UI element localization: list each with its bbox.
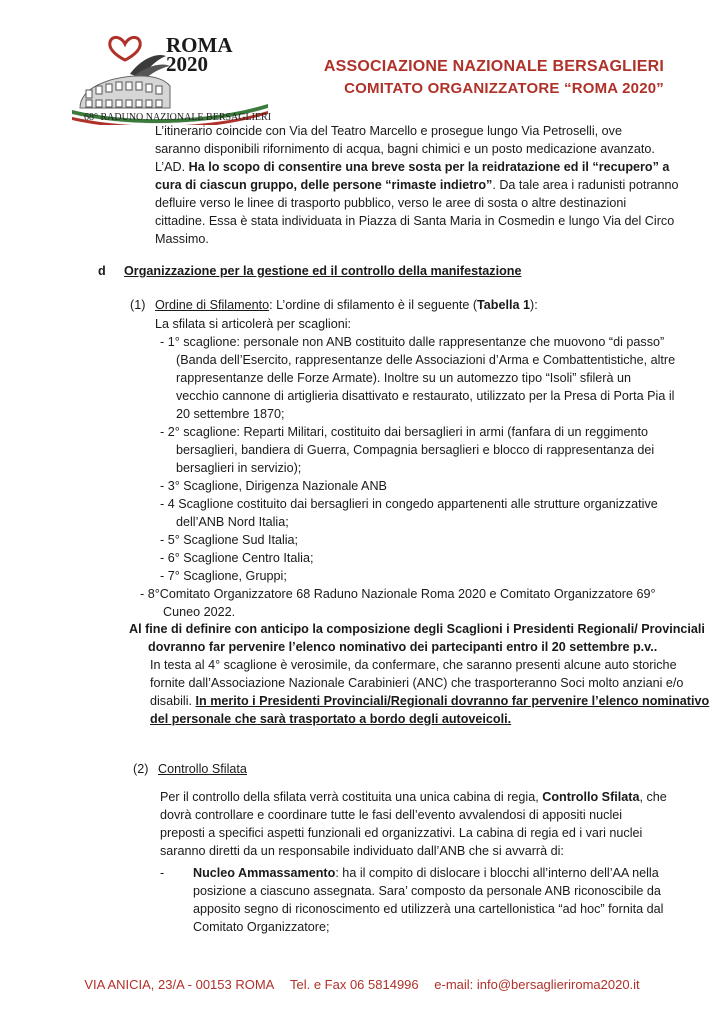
list-dash: - — [160, 866, 165, 880]
ordine-heading: Ordine di Sfilamento: L’ordine di sfilamento è il seguente (Tabella 1): — [155, 298, 538, 312]
colosseum-icon — [80, 76, 170, 108]
list-item: - 4 Scaglione costituito dai bersaglieri in congedo appartenenti alle strutture organizzative — [160, 497, 658, 511]
list-item: Cuneo 2022. — [163, 605, 236, 619]
text-line: posizione a ciascuno assegnata. Sara’ composto da personale ANB riconoscibile da — [193, 884, 661, 898]
text-line: L’itinerario coincide con Via del Teatro Marcello e prosegue lungo Via Petroselli, ove — [155, 124, 622, 138]
text-line: Massimo. — [155, 232, 209, 246]
logo-year-text: 2020 — [166, 52, 208, 76]
text-line: apposito segno di riconoscimento ed utilizzerà una cartellonistica “ad hoc” fornita dal — [193, 902, 664, 916]
list-item: - 7° Scaglione, Gruppi; — [160, 569, 287, 583]
text-line: Comitato Organizzatore; — [193, 920, 330, 934]
controllo-paragraph — [160, 788, 667, 860]
text-line: disabili. In merito i Presidenti Provinciali/Regionali dovranno far pervenire l’elenco nominativo — [150, 694, 710, 708]
list-item: - 5° Scaglione Sud Italia; — [160, 533, 299, 547]
text-line: defluire verso le linee di trasporto pubblico, verso le aree di sosta o altre destinazioni — [155, 196, 627, 210]
header-committee: COMITATO ORGANIZZATORE “ROMA 2020” — [344, 80, 664, 97]
footer-address: VIA ANICIA, 23/A - 00153 ROMA — [84, 977, 275, 992]
text-line: dovrà controllare e coordinare tutte le fasi dell’evento avvalendosi di appositi nuclei — [160, 808, 623, 822]
list-item: bersaglieri, bandiera di Guerra, Compagnia bersaglieri e blocco di rappresentanza dei — [176, 443, 655, 457]
text-line: cittadine. Essa è stata individuata in Piazza di Santa Maria in Cosmedin e lungo Via del Circo — [155, 214, 675, 228]
bold-note: Al fine di definire con anticipo la composizione degli Scaglioni i Presidenti Regionali/ Provinciali — [129, 622, 705, 636]
raduno-caption: 68° RADUNO NAZIONALE BERSAGLIERI — [84, 112, 272, 123]
logo-roma-text: ROMA — [166, 33, 233, 57]
list-item: bersaglieri in servizio); — [176, 461, 302, 475]
header-association: ASSOCIAZIONE NAZIONALE BERSAGLIERI — [323, 58, 664, 75]
list-item: 20 settembre 1870; — [176, 407, 285, 421]
controllo-heading: Controllo Sfilata — [158, 762, 247, 776]
list-item: - 6° Scaglione Centro Italia; — [160, 551, 314, 565]
list-item: - 1° scaglione: personale non ANB costituito dalle rappresentanze che muovono “di passo” — [160, 335, 665, 349]
text-line: Per il controllo della sfilata verrà costituita una unica cabina di regia, Controllo Sfilata, che — [160, 790, 667, 804]
text-line: In testa al 4° scaglione è verosimile, da confermare, che saranno presenti alcune auto storiche — [150, 658, 677, 672]
section-title: Organizzazione per la gestione ed il controllo della manifestazione — [124, 264, 522, 278]
ordine-subtitle: La sfilata si articolerà per scaglioni: — [155, 317, 351, 331]
subsection-number: (1) — [130, 298, 146, 312]
text-line: L’AD. Ha lo scopo di consentire una breve sosta per la reidratazione ed il “recupero” a — [155, 160, 670, 174]
heart-icon — [110, 37, 140, 60]
bold-note: dovranno far pervenire l’elenco nominativo dei partecipanti entro il 20 settembre p.v.. — [148, 640, 658, 654]
list-item: rappresentanze delle Forze Armate). Inoltre su un automezzo tipo “Isoli” sfilerà un — [176, 371, 631, 385]
text-line: fornite dall’Associazione Nazionale Carabinieri (ANC) che trasporteranno Soci molto anziani e/o — [150, 676, 684, 690]
list-item: - 3° Scaglione, Dirigenza Nazionale ANB — [160, 479, 387, 493]
section-letter: d — [98, 264, 106, 278]
footer — [0, 977, 724, 992]
text-line: cura di ciascun gruppo, delle persone “rimaste indietro”. Da tale area i radunisti potranno — [155, 178, 679, 192]
text-line: saranno diretti da un responsabile individuato dall’ANB che si avvarrà di: — [160, 844, 564, 858]
list-item: dell’ANB Nord Italia; — [176, 515, 289, 529]
list-item: vecchio cannone di artiglieria disattivato e restaurato, utilizzato per la Presa di Porta Pia il — [176, 389, 675, 403]
text-line: preposti a specifici aspetti funzionali ed organizzativi. La cabina di regia ed i vari nuclei — [160, 826, 643, 840]
text-line: del personale che sarà trasportato a bordo degli autoveicoli. — [150, 712, 512, 726]
nucleo-item — [193, 864, 663, 936]
text-line: saranno disponibili rifornimento di acqua, bagni chimici e un posto medicazione avanzato. — [155, 142, 655, 156]
footer-email[interactable]: e-mail: info@bersaglieriroma2020.it — [434, 977, 640, 992]
list-item: (Banda dell’Esercito, rappresentanze delle Associazioni d’Arma e Combattentistiche, altre — [176, 353, 676, 367]
list-item: - 8°Comitato Organizzatore 68 Raduno Nazionale Roma 2020 e Comitato Organizzatore 69° — [140, 587, 656, 601]
intro-paragraph — [155, 122, 679, 248]
footer-phone: Tel. e Fax 06 5814996 — [289, 977, 419, 992]
subsection-number: (2) — [133, 762, 149, 776]
list-item: - 2° scaglione: Reparti Militari, costituito dai bersaglieri in armi (fanfara di un reggimento — [160, 425, 649, 439]
text-line: Nucleo Ammassamento: ha il compito di dislocare i blocchi all’interno dell’AA nella — [193, 866, 659, 880]
